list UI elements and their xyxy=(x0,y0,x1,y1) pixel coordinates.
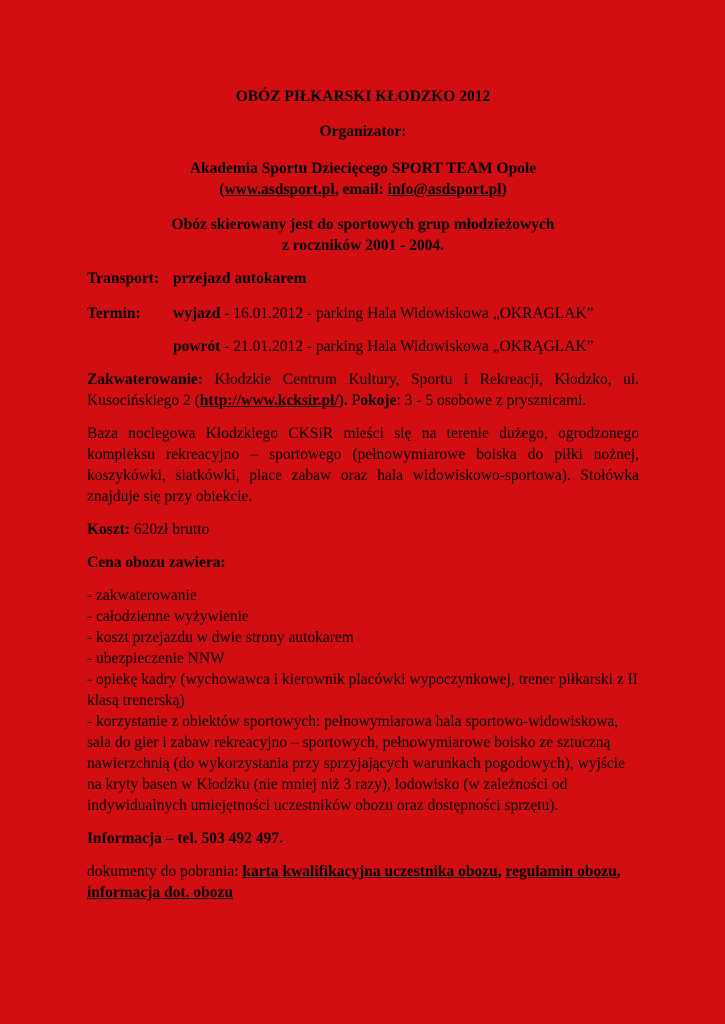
target-groups xyxy=(87,214,639,256)
accommodation-text: Kłodzkie Centrum Kultury, Sportu i Rekreacji, Kłodzko, ul. Kusocińskiego 2 ( xyxy=(87,371,639,409)
departure-label: wyjazd - xyxy=(173,305,234,322)
accommodation-text-end: ). xyxy=(338,392,352,409)
separator: , xyxy=(497,863,506,880)
departure-line xyxy=(173,303,594,324)
rooms-p: P xyxy=(351,392,361,409)
rooms-value: : 3 - 5 osobowe z prysznicami. xyxy=(396,392,587,409)
accommodation-paragraph xyxy=(87,369,639,411)
download-link-qualification-card[interactable]: karta kwalifikacyjna uczestnika obozu xyxy=(242,863,498,880)
organizer-label: Organizator: xyxy=(319,123,407,140)
paren-open: ( xyxy=(219,181,225,198)
list-item: - zakwaterowanie xyxy=(87,587,197,604)
includes-list xyxy=(87,585,639,816)
transport-label: Transport: xyxy=(87,270,160,287)
organizer-contact xyxy=(87,179,639,200)
organizer-block xyxy=(87,158,639,200)
page-title: OBÓZ PIŁKARSKI KŁODZKO 2012 xyxy=(235,88,491,105)
termin-row xyxy=(87,303,639,324)
organizer-name: Akademia Sportu Dziecięcego SPORT TEAM Opole xyxy=(189,160,537,177)
list-item: - ubezpieczenie NNW xyxy=(87,650,225,667)
cost-value: 620zł brutto xyxy=(130,521,210,538)
return-value: - 21.01.2012 - parking Hala Widowiskowa „OKRĄGLAK” xyxy=(220,338,594,355)
email-label: , email: xyxy=(334,181,388,198)
termin-label: Termin: xyxy=(87,305,141,322)
list-item: - koszt przejazdu w dwie strony autokarem xyxy=(87,629,354,646)
accommodation-label: Zakwaterowanie: xyxy=(87,371,203,388)
accommodation-link[interactable]: http://www.kcksir.pl/ xyxy=(199,392,339,409)
website-link[interactable]: www.asdsport.pl xyxy=(224,181,335,198)
downloads-label: dokumenty do pobrania: xyxy=(87,863,243,880)
base-description: Baza noclegowa Kłodzkiego CKSiR mieści się na terenie dużego, ogrodzonego kompleksu rekreacyjno – sportowego (pełnowymiarowe boiska do piłki nożnej, koszykówki, siatkówki, place zabaw oraz hala widowiskowo-sportowa). Stołówka znajduje się przy obiekcie. xyxy=(87,425,639,505)
download-link-rules[interactable]: regulamin obozu xyxy=(505,863,617,880)
list-item: - całodzienne wyżywienie xyxy=(87,608,249,625)
transport-value: przejazd autokarem xyxy=(173,270,307,287)
return-label: powrót xyxy=(173,338,221,355)
downloads-paragraph xyxy=(87,861,639,903)
separator: , xyxy=(616,863,621,880)
rooms-label: okoje xyxy=(360,392,397,409)
departure-value: 16.01.2012 - parking Hala Widowiskowa „OKRAGLAK” xyxy=(233,305,594,322)
list-item: - korzystanie z obiektów sportowych: pełnowymiarowa hala sportowo-widowiskowa, sala do gier i zabaw rekreacyjno – sportowych, pełnowymiarowe boisko ze sztuczną nawierzchnią (do wykorzystania przy sprzyjających warunkach pogodowych), wyjście na kryty basen w Kłodzku (nie mniej niż 3 razy), lodowisko (w zależności od indywidualnych umiejętności uczestników obozu oraz dostępności sprzętu). xyxy=(87,713,625,814)
target-line-1: Obóz skierowany jest do sportowych grup młodzieżowych xyxy=(171,216,555,233)
return-line xyxy=(173,336,639,357)
cost-label: Koszt: xyxy=(87,521,131,538)
paren-close: ) xyxy=(501,181,507,198)
target-line-2: z roczników 2001 - 2004. xyxy=(281,237,445,254)
email-link[interactable]: info@asdsport.pl xyxy=(387,181,502,198)
cost-paragraph xyxy=(87,519,639,540)
download-link-camp-info[interactable]: informacja dot. obozu xyxy=(87,884,233,901)
list-item: - opiekę kadry (wychowawca i kierownik placówki wypoczynkowej, trener piłkarski z II klasą trenerską) xyxy=(87,671,638,709)
transport-row xyxy=(87,268,639,289)
info-phone: Informacja – tel. 503 492 497. xyxy=(87,830,283,847)
includes-label: Cena obozu zawiera: xyxy=(87,554,226,571)
